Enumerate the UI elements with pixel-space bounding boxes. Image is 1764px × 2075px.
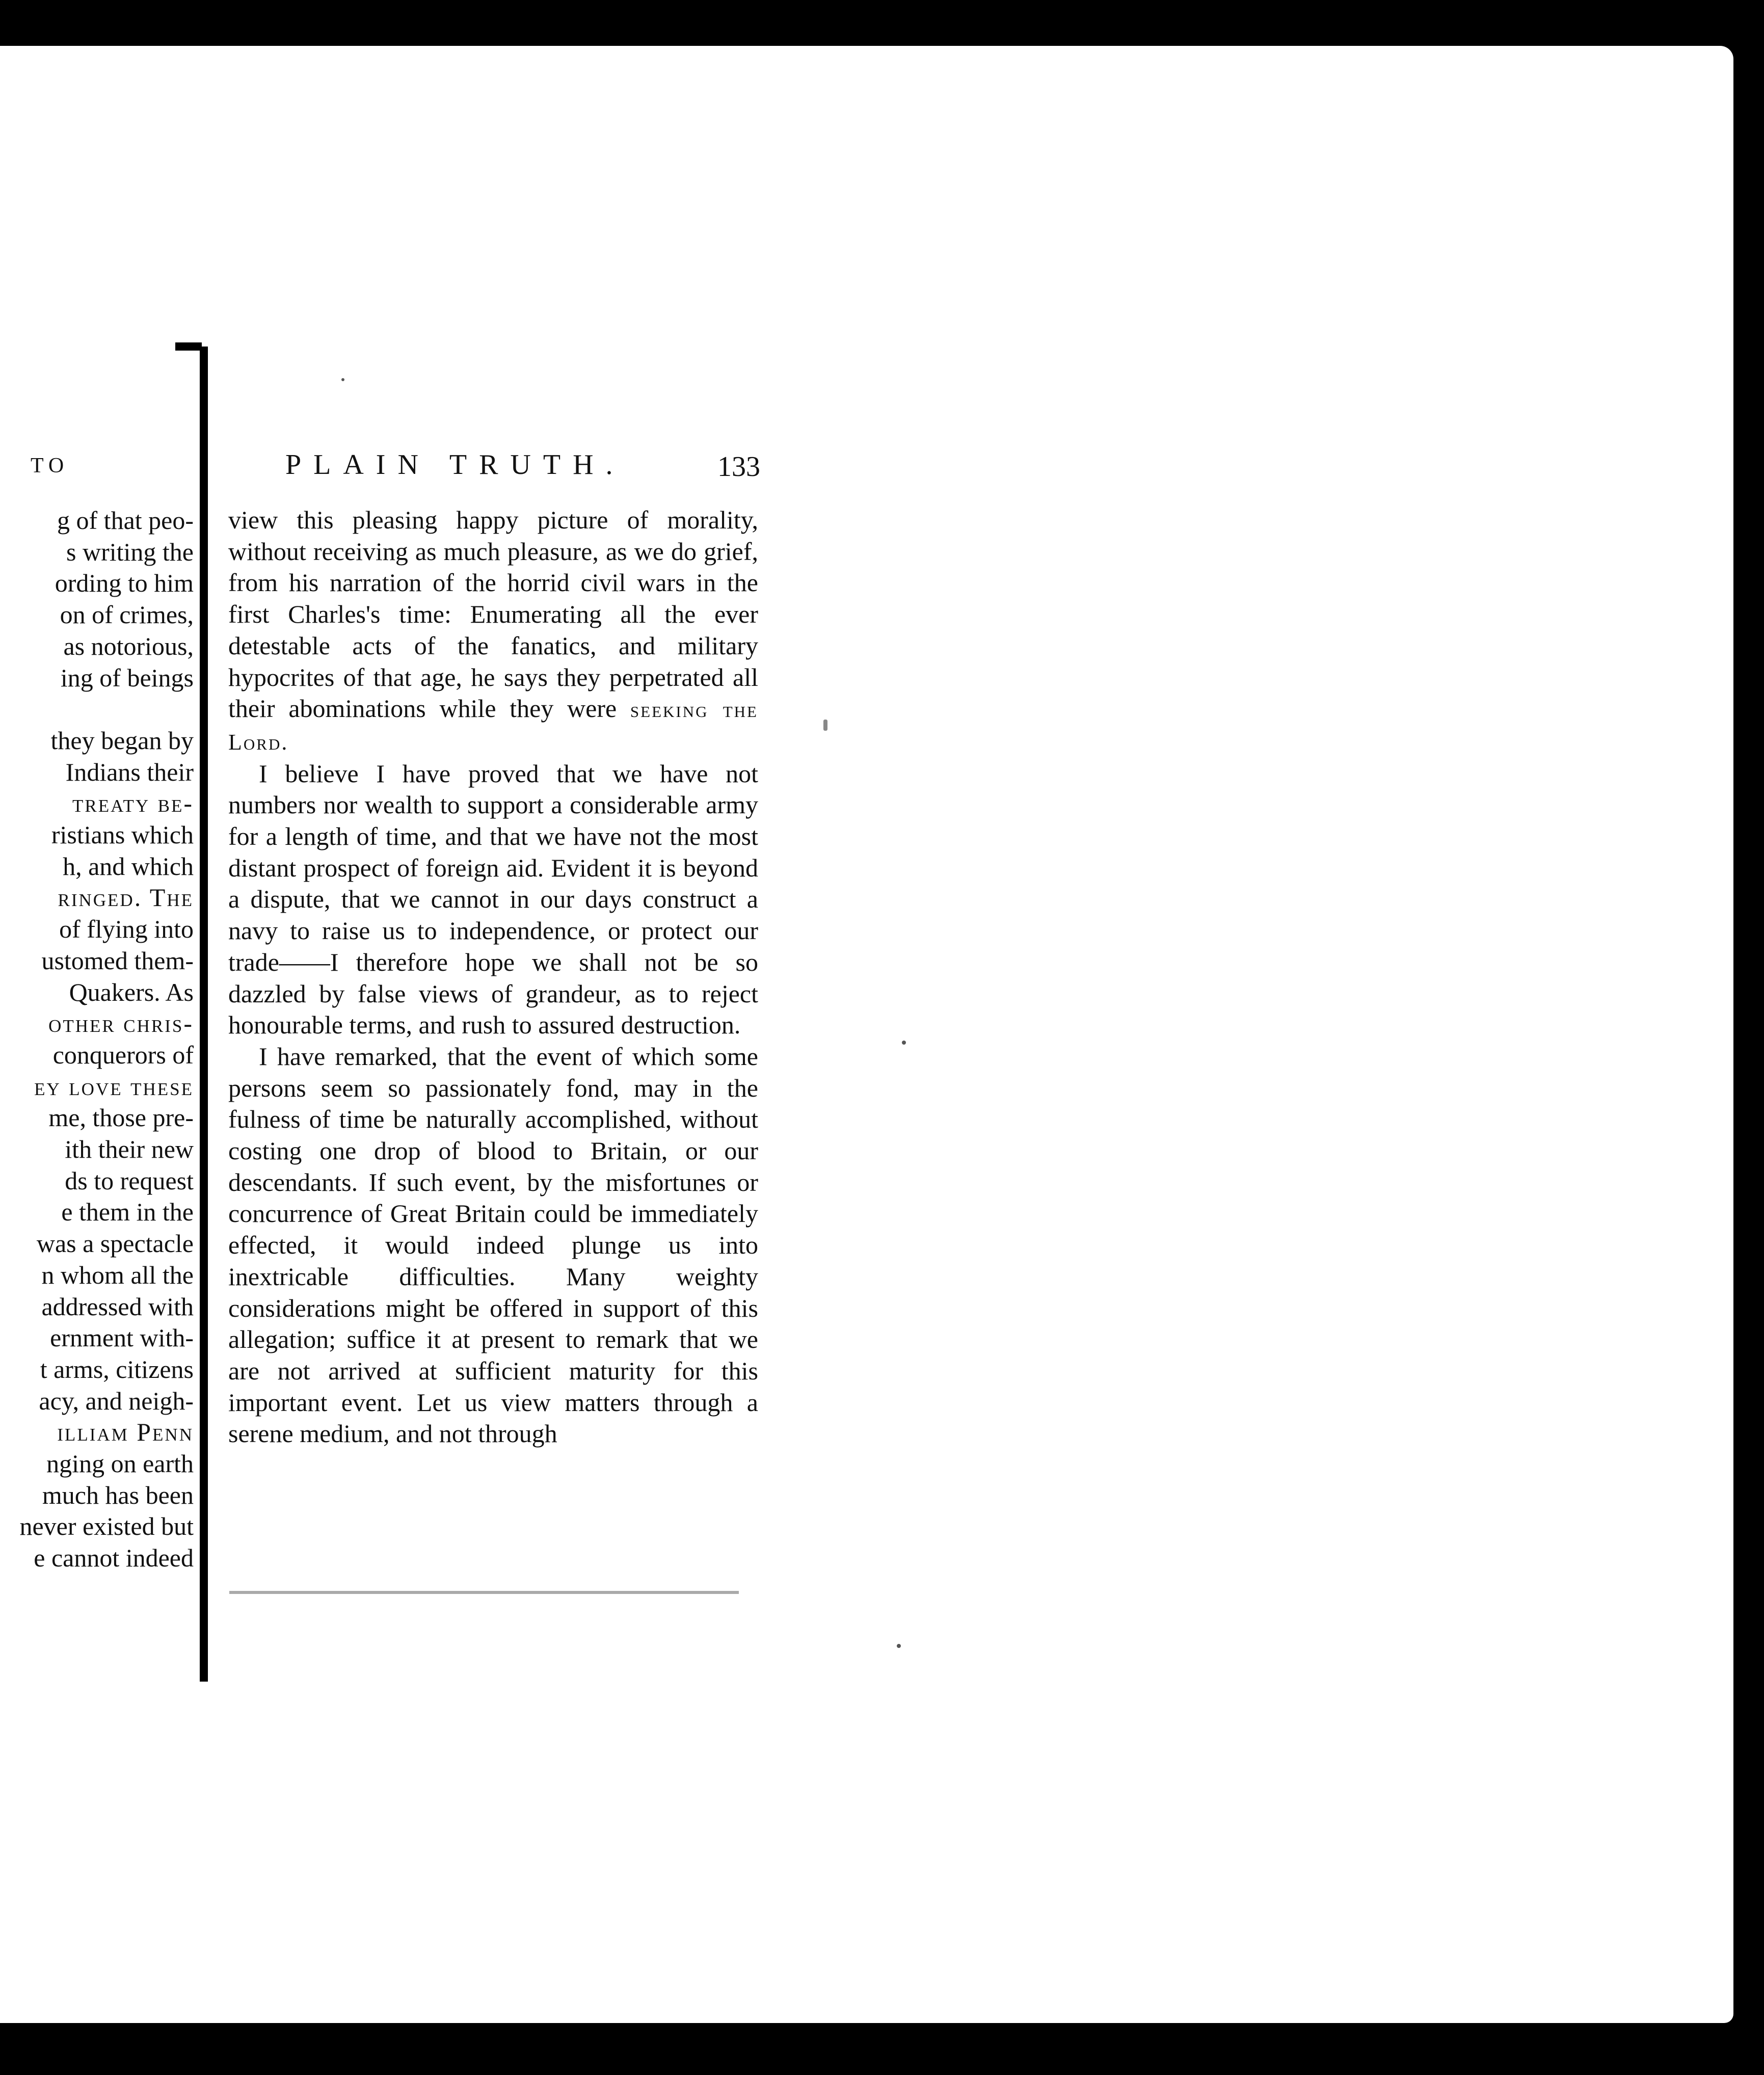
page-number: 133 [717,451,760,483]
scan-speck [823,720,827,731]
scan-top-border [0,0,1764,15]
paragraph: I have remarked, that the event of which some persons seem so passionately fond, may in the fulness of time be naturally accomplished, without costing one drop of blood to Britain, or our descendants. If such event, by the misfortunes or concurrence of Great Britain could be immediately effected, it would indeed plunge us into inextricable difficulties. Many weighty considerations might be offered in support of this allegation; suffice it at present to remark that we are not arrived at sufficient maturity for this important event. Let us view matters through a serene medium, and not through [228,1042,758,1448]
facing-page-line: addressed with [41,1292,194,1321]
facing-page-fragment [0,0,199,2075]
facing-page-line: as notorious, [63,631,194,660]
scan-speck [229,1591,739,1594]
facing-page-line: e cannot indeed [34,1544,194,1573]
facing-page-line: illiam Penn [57,1418,194,1447]
facing-page-line: acy, and neigh- [39,1386,194,1415]
scan-speck [341,378,344,381]
facing-page-line: on of crimes, [60,600,194,629]
scan-speck [902,1041,906,1045]
facing-page-line: t arms, citizens [40,1354,194,1384]
facing-page-line: s writing the [66,537,194,566]
facing-page-line: never existed but [19,1512,194,1541]
small-caps-phrase: seeking the Lord. [228,697,758,755]
facing-page-line: much has been [42,1480,194,1509]
facing-page-line: Quakers. As [69,977,194,1006]
body-text [228,504,758,1450]
gutter-rule-cap [175,342,202,351]
facing-page-line: conquerors of [52,1040,194,1069]
facing-page-line: n whom all the [41,1260,194,1289]
running-title: PLAIN TRUTH. [285,449,625,481]
facing-page-heading: TO [31,454,69,477]
facing-page-line: ristians which [51,820,194,849]
facing-page-line: Indians their [65,757,194,786]
facing-page-line: was a spectacle [36,1229,194,1258]
running-head [285,448,760,489]
facing-page-line: ith their new [65,1135,194,1163]
paragraph-text: view this pleasing happy picture of morality, without receiving as much pleasure, as we do grief, from his narration of the horrid civil wars in the first Charles's time: Enumerating all the ever detestable acts of the fanatics, and military hypocrites of that age, he says they perpetrated all their abominations while they were [228,506,758,723]
facing-page-line: ustomed them- [41,946,194,975]
facing-page-line: h, and which [63,852,194,881]
facing-page-line: ringed. The [58,883,194,912]
facing-page-line: other chris- [48,1009,194,1038]
facing-page-line: ing of beings [60,663,194,692]
facing-page-line: e them in the [61,1198,194,1227]
facing-page-line: ording to him [55,569,194,598]
facing-page-line: they began by [50,726,194,755]
facing-page-line: of flying into [59,915,194,944]
facing-page-line: ernment with- [50,1323,194,1352]
facing-page-line: ey love these [34,1072,194,1101]
paragraph [228,504,758,758]
facing-page-line: treaty be- [72,789,194,818]
facing-page-line: g of that peo- [57,506,194,535]
gutter-rule [200,347,208,1682]
facing-page-line: ds to request [65,1166,194,1195]
facing-page-line: me, those pre- [48,1103,194,1132]
facing-page-line: nging on earth [46,1449,194,1478]
paragraph: I believe I have proved that we have not numbers nor wealth to support a considerable army for a length of time, and that we have not the most distant prospect of foreign aid. Evident it is beyond a dispute, that we cannot in our days construct a navy to raise us to independence, or protect our trade——I therefore hope we shall not be so dazzled by false views of grandeur, as to reject honourable terms, and rush to assured destruction. [228,759,758,1040]
scan-speck [897,1644,901,1648]
